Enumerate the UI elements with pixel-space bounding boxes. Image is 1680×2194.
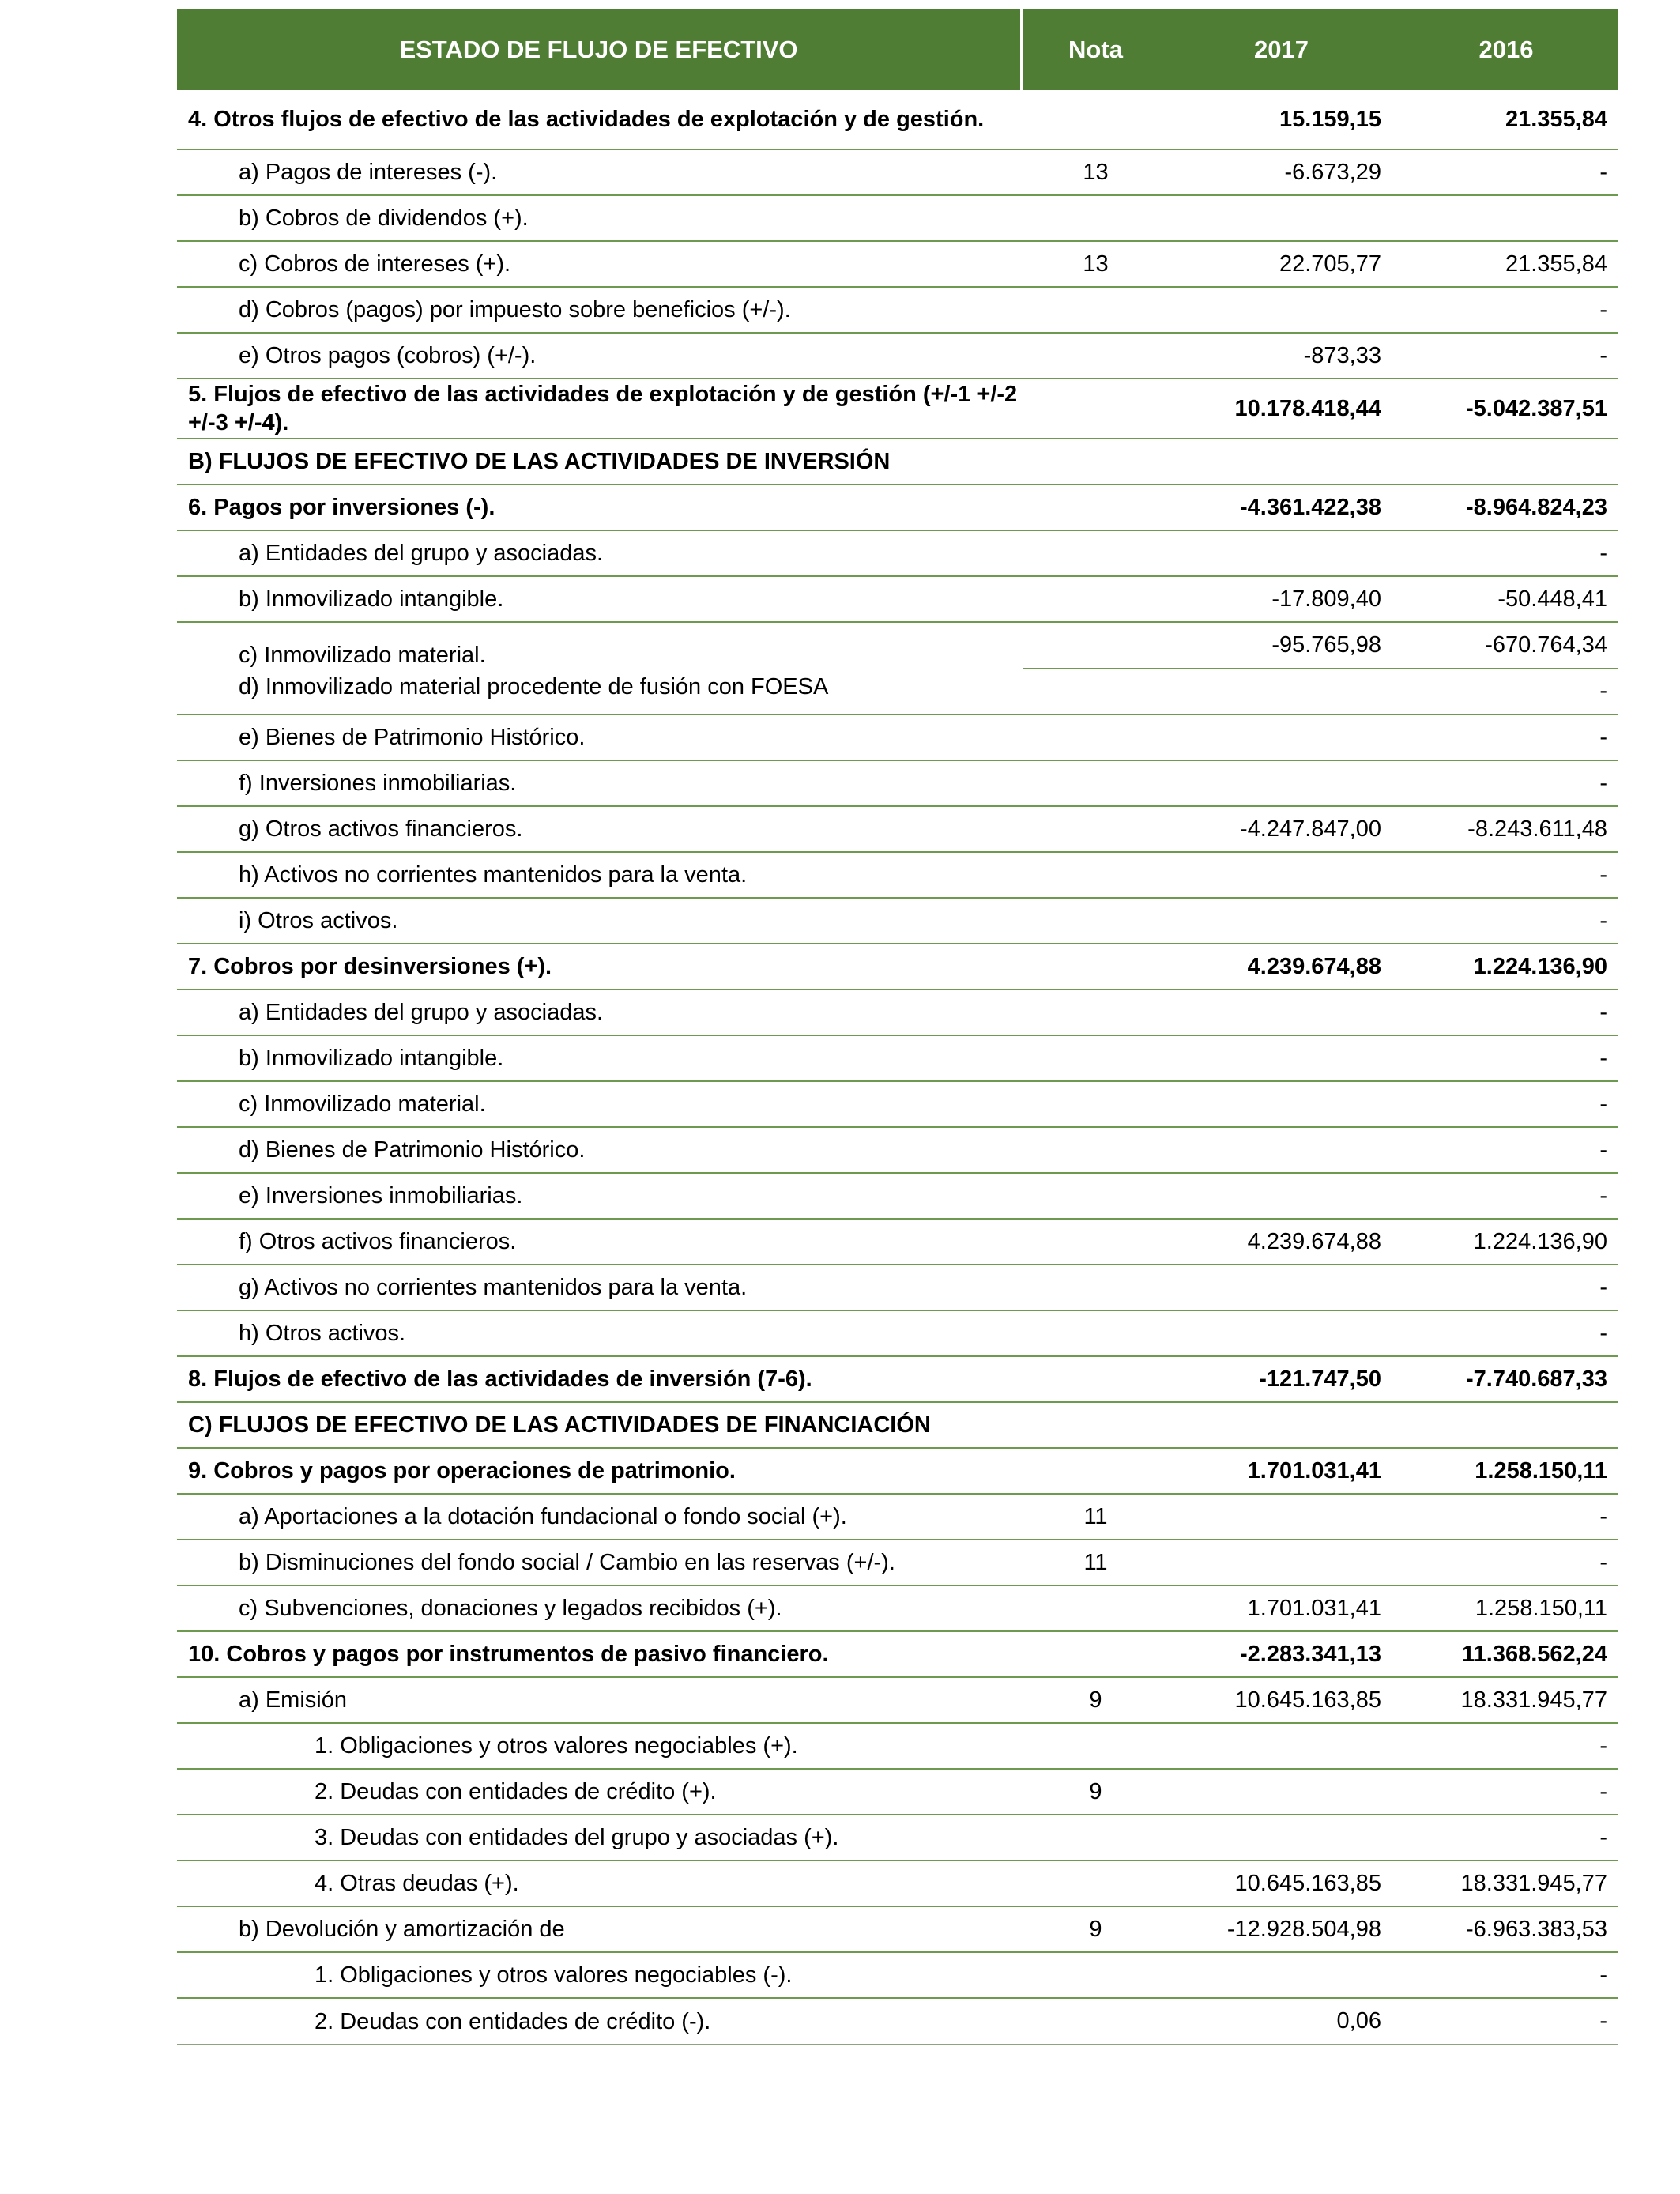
- row-description: 3. Deudas con entidades del grupo y asociadas (+).: [315, 1825, 839, 1850]
- row-description: d) Inmovilizado material procedente de fusión con FOESA: [239, 673, 829, 699]
- table-row: [177, 990, 1618, 1036]
- row-value-2016: -: [1599, 1320, 1607, 1346]
- section-heading: [177, 439, 1618, 485]
- table-row: [177, 1174, 1618, 1220]
- row-description: 5. Flujos de efectivo de las actividades de explotación y de gestión (+/-1 +/-2 +/-3 +/-4).: [188, 382, 1018, 435]
- table-row: [177, 1540, 1618, 1586]
- table-row: [177, 1999, 1618, 2045]
- row-value-2016: 11.368.562,24: [1462, 1641, 1607, 1667]
- row-description: b) Disminuciones del fondo social / Cambio en las reservas (+/-).: [239, 1550, 895, 1575]
- row-description: 8. Flujos de efectivo de las actividades de inversión (7-6).: [188, 1367, 812, 1392]
- row-nota: 11: [1083, 1549, 1108, 1575]
- row-description: c) Cobros de intereses (+).: [239, 251, 511, 277]
- row-nota: 9: [1089, 1778, 1102, 1804]
- row-value-2016: -: [1599, 1182, 1607, 1208]
- row-description: a) Entidades del grupo y asociadas.: [239, 1000, 604, 1025]
- row-value-2016: -: [1599, 907, 1607, 933]
- row-value-2017: 4.239.674,88: [1247, 953, 1381, 979]
- row-description: 10. Cobros y pagos por instrumentos de pasivo financiero.: [188, 1642, 829, 1667]
- row-value-2017: -873,33: [1303, 342, 1381, 368]
- row-value-2016: -8.243.611,48: [1467, 816, 1607, 842]
- row-description: d) Bienes de Patrimonio Histórico.: [239, 1137, 586, 1163]
- row-value-2016: -: [1599, 999, 1607, 1025]
- row-value-2016: -: [1599, 1503, 1607, 1529]
- row-value-2016: -: [1599, 1091, 1607, 1117]
- row-description: 6. Pagos por inversiones (-).: [188, 495, 495, 520]
- row-value-2017: 22.705,77: [1279, 251, 1381, 277]
- row-description: c) Subvenciones, donaciones y legados recibidos (+).: [239, 1596, 782, 1621]
- row-value-2016: -: [1599, 1778, 1607, 1804]
- row-value-2016: -: [1599, 724, 1607, 750]
- cash-flow-table: [177, 9, 1618, 2045]
- row-description-merged: [177, 635, 1023, 703]
- row-value-2016: -: [1599, 770, 1607, 796]
- row-value-2016: -: [1599, 1732, 1607, 1759]
- table-row: [177, 334, 1618, 379]
- row-description: i) Otros activos.: [239, 908, 398, 933]
- table-row: [177, 1128, 1618, 1174]
- table-row: [177, 715, 1618, 761]
- row-value-2017: -95.765,98: [1169, 623, 1394, 669]
- row-nota: 9: [1089, 1687, 1102, 1713]
- table-row: [177, 288, 1618, 334]
- row-value-2016: 1.224.136,90: [1473, 953, 1607, 979]
- row-description: 2. Deudas con entidades de crédito (+).: [315, 1779, 717, 1804]
- row-description: a) Emisión: [239, 1687, 347, 1713]
- row-value-2016: -: [1599, 861, 1607, 888]
- row-value-2016: -: [1599, 678, 1607, 704]
- row-value-2017: 10.645.163,85: [1234, 1870, 1381, 1896]
- row-value-2016: -: [1599, 1045, 1607, 1071]
- table-row: [177, 577, 1618, 623]
- table-row: [177, 1770, 1618, 1815]
- row-value-2017: -12.928.504,98: [1226, 1916, 1381, 1942]
- table-row: [177, 379, 1618, 439]
- table-row: [177, 485, 1618, 531]
- section-title: C) FLUJOS DE EFECTIVO DE LAS ACTIVIDADES DE FINANCIACIÓN: [188, 1412, 931, 1438]
- row-value-2016: -: [1599, 2008, 1607, 2034]
- row-value-2016: 1.224.136,90: [1473, 1228, 1607, 1254]
- row-value-2016: -: [1599, 1962, 1607, 1988]
- row-description: f) Inversiones inmobiliarias.: [239, 771, 517, 796]
- row-value-2016: -: [1599, 1274, 1607, 1300]
- table-row: [177, 761, 1618, 807]
- table-row: [177, 1082, 1618, 1128]
- table-row: [177, 1311, 1618, 1357]
- table-row: [177, 531, 1618, 577]
- split-2016: [1394, 623, 1618, 714]
- row-description: d) Cobros (pagos) por impuesto sobre beneficios (+/-).: [239, 297, 791, 322]
- row-value-2016: 18.331.945,77: [1460, 1687, 1607, 1713]
- table-row: [177, 1861, 1618, 1907]
- row-value-2017: 1.701.031,41: [1247, 1595, 1381, 1621]
- table-header: [177, 9, 1618, 90]
- row-nota: 11: [1083, 1503, 1108, 1529]
- row-description: g) Otros activos financieros.: [239, 816, 523, 842]
- row-description: h) Activos no corrientes mantenidos para la venta.: [239, 862, 748, 888]
- row-description: g) Activos no corrientes mantenidos para la venta.: [239, 1275, 748, 1300]
- row-description: 4. Otras deudas (+).: [315, 1871, 519, 1896]
- row-value-2017: -121.747,50: [1259, 1366, 1381, 1392]
- row-description: e) Bienes de Patrimonio Histórico.: [239, 725, 586, 750]
- row-value-2017: 4.239.674,88: [1247, 1228, 1381, 1254]
- row-value-2016: -: [1599, 540, 1607, 566]
- table-row: [177, 1678, 1618, 1724]
- row-nota: 13: [1083, 251, 1109, 277]
- row-description: 1. Obligaciones y otros valores negociables (+).: [315, 1733, 798, 1759]
- header-year-2016: 2016: [1478, 36, 1534, 63]
- row-value-2016: -: [1599, 1137, 1607, 1163]
- table-row: [177, 1907, 1618, 1953]
- row-description: a) Pagos de intereses (-).: [239, 160, 498, 185]
- table-row: [177, 1036, 1618, 1082]
- table-row: [177, 196, 1618, 242]
- table-row: [177, 1724, 1618, 1770]
- table-row: [177, 807, 1618, 853]
- table-row: [177, 1220, 1618, 1265]
- header-nota: Nota: [1068, 36, 1123, 63]
- row-nota: [1023, 669, 1169, 714]
- table-row: [177, 944, 1618, 990]
- row-value-2016: -670.764,34: [1394, 623, 1618, 669]
- row-description: c) Inmovilizado material.: [239, 1091, 486, 1117]
- row-nota: 13: [1083, 159, 1109, 185]
- table-row: [177, 899, 1618, 944]
- row-value-2016: -: [1599, 1824, 1607, 1850]
- row-value-2017: -4.361.422,38: [1240, 494, 1381, 520]
- header-description: ESTADO DE FLUJO DE EFECTIVO: [177, 9, 1023, 90]
- row-description: e) Otros pagos (cobros) (+/-).: [239, 343, 537, 368]
- row-value-2016: 21.355,84: [1505, 106, 1607, 132]
- row-description: f) Otros activos financieros.: [239, 1229, 517, 1254]
- row-value-2017: -2.283.341,13: [1240, 1641, 1381, 1667]
- row-value-2016: 21.355,84: [1505, 251, 1607, 277]
- row-description: 1. Obligaciones y otros valores negociables (-).: [315, 1962, 793, 1988]
- row-value-2016: -: [1599, 342, 1607, 368]
- row-value-2017: 10.645.163,85: [1234, 1687, 1381, 1713]
- row-description: b) Cobros de dividendos (+).: [239, 205, 529, 231]
- table-row: [177, 90, 1618, 150]
- row-nota: 9: [1089, 1916, 1102, 1942]
- row-value-2016: 1.258.150,11: [1475, 1457, 1607, 1483]
- split-nota: [1023, 623, 1169, 714]
- row-value-2016: -: [1599, 159, 1607, 185]
- row-description: a) Aportaciones a la dotación fundacional o fondo social (+).: [239, 1504, 847, 1529]
- row-nota: [1023, 623, 1169, 669]
- table-row: [177, 1265, 1618, 1311]
- row-description: c) Inmovilizado material.: [239, 642, 486, 668]
- row-value-2017: [1169, 669, 1394, 714]
- row-description: e) Inversiones inmobiliarias.: [239, 1183, 523, 1208]
- row-value-2016: 18.331.945,77: [1460, 1870, 1607, 1896]
- row-description: 7. Cobros por desinversiones (+).: [188, 954, 552, 979]
- row-value-2017: -6.673,29: [1284, 159, 1381, 185]
- row-value-2016: -8.964.824,23: [1466, 494, 1607, 520]
- section-heading: [177, 1403, 1618, 1449]
- table-row-merged: [177, 623, 1618, 715]
- row-value-2017: 1.701.031,41: [1247, 1457, 1381, 1483]
- table-row: [177, 853, 1618, 899]
- row-value-2016: -50.448,41: [1497, 586, 1607, 612]
- row-description: b) Inmovilizado intangible.: [239, 1046, 504, 1071]
- row-value-2017: 15.159,15: [1279, 106, 1381, 132]
- table-row: [177, 242, 1618, 288]
- row-value-2017: 0,06: [1336, 2008, 1381, 2034]
- split-values: [1023, 623, 1618, 714]
- row-value-2016: -5.042.387,51: [1466, 395, 1607, 421]
- row-description: h) Otros activos.: [239, 1321, 406, 1346]
- row-value-2016: -: [1599, 1549, 1607, 1575]
- section-title: B) FLUJOS DE EFECTIVO DE LAS ACTIVIDADES DE INVERSIÓN: [188, 449, 891, 474]
- row-description: a) Entidades del grupo y asociadas.: [239, 541, 604, 566]
- row-value-2017: -4.247.847,00: [1240, 816, 1381, 842]
- table-row: [177, 1953, 1618, 1999]
- table-row: [177, 1632, 1618, 1678]
- table-row: [177, 1815, 1618, 1861]
- row-value-2016: -7.740.687,33: [1466, 1366, 1607, 1392]
- row-description: b) Devolución y amortización de: [239, 1917, 565, 1942]
- row-value-2017: 10.178.418,44: [1234, 395, 1381, 421]
- table-row: [177, 1357, 1618, 1403]
- header-year-2017: 2017: [1254, 36, 1309, 63]
- row-description: 2. Deudas con entidades de crédito (-).: [315, 2008, 711, 2034]
- table-row: [177, 1586, 1618, 1632]
- row-description: 4. Otros flujos de efectivo de las actividades de explotación y de gestión.: [188, 107, 985, 132]
- table-row: [177, 1449, 1618, 1495]
- row-value-2016: -6.963.383,53: [1466, 1916, 1607, 1942]
- table-row: [177, 1495, 1618, 1540]
- table-row: [177, 150, 1618, 196]
- split-2017: [1169, 623, 1394, 714]
- row-value-2016: -: [1599, 296, 1607, 322]
- row-description: b) Inmovilizado intangible.: [239, 586, 504, 612]
- row-description: 9. Cobros y pagos por operaciones de patrimonio.: [188, 1458, 736, 1483]
- row-value-2017: -17.809,40: [1271, 586, 1381, 612]
- row-value-2016: 1.258.150,11: [1475, 1595, 1607, 1621]
